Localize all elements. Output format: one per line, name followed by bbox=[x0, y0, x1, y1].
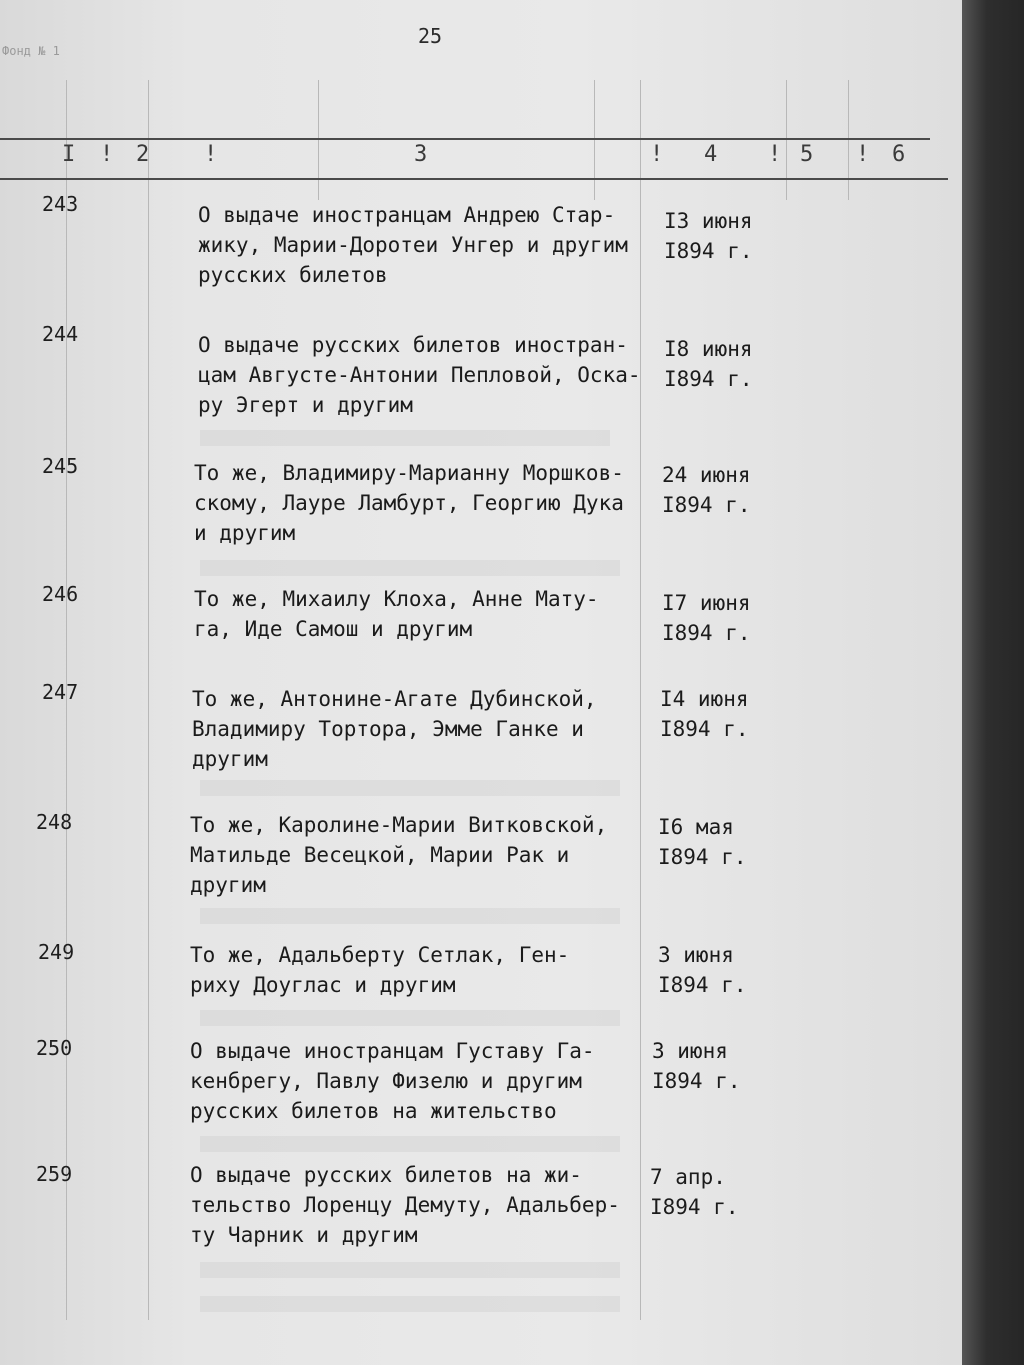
column-guide bbox=[786, 80, 787, 200]
bleed-through-mark bbox=[200, 908, 620, 924]
entry-description: То же, Адальберту Сетлак, Ген- риху Доуглас и другим bbox=[190, 943, 570, 997]
column-guide bbox=[318, 80, 319, 200]
column-guide bbox=[148, 80, 149, 1320]
scanner-background-edge bbox=[962, 0, 1024, 1365]
column-separator: ! bbox=[204, 142, 218, 167]
column-guide bbox=[594, 80, 595, 200]
column-separator: ! bbox=[856, 142, 870, 167]
entry-date: 3 июня I894 г. bbox=[652, 1039, 741, 1093]
entry-date: 3 июня I894 г. bbox=[658, 943, 747, 997]
bleed-through-mark bbox=[200, 1010, 620, 1026]
column-separator: ! bbox=[650, 142, 664, 167]
column-guide bbox=[848, 80, 849, 200]
entry-number: 249 bbox=[38, 940, 75, 964]
column-number: 4 bbox=[704, 142, 718, 167]
page-number: 25 bbox=[418, 24, 443, 48]
column-separator: ! bbox=[100, 142, 114, 167]
entry-description: О выдаче иностранцам Андрею Стар- жику, Марии-Доротеи Унгер и другим русских билетов bbox=[198, 203, 628, 287]
entry-description: То же, Владимиру-Марианну Моршков- скому, Лауре Ламбурт, Георгию Дука и другим bbox=[194, 461, 624, 545]
entry-number: 245 bbox=[42, 454, 79, 478]
entry-number: 243 bbox=[42, 192, 79, 216]
entry-date: I6 мая I894 г. bbox=[658, 815, 747, 869]
header-rule-bottom bbox=[0, 178, 948, 180]
column-number: 2 bbox=[136, 142, 150, 167]
entry-date: I7 июня I894 г. bbox=[662, 591, 751, 645]
header-rule-top bbox=[0, 138, 930, 140]
bleed-through-mark bbox=[200, 430, 610, 446]
column-number: 6 bbox=[892, 142, 906, 167]
entry-description: О выдаче иностранцам Густаву Га- кенбрегу, Павлу Физелю и другим русских билетов на жительство bbox=[190, 1039, 595, 1123]
entry-date: I4 июня I894 г. bbox=[660, 687, 749, 741]
entry-date: 7 апр. I894 г. bbox=[650, 1165, 739, 1219]
entry-description: То же, Михаилу Клоха, Анне Мату- га, Иде Самош и другим bbox=[194, 587, 599, 641]
entry-number: 247 bbox=[42, 680, 79, 704]
bleed-through-mark bbox=[200, 1262, 620, 1278]
entry-description: То же, Антонине-Агате Дубинской, Владимиру Тортора, Эмме Ганке и другим bbox=[192, 687, 597, 771]
entry-date: I3 июня I894 г. bbox=[664, 209, 753, 263]
margin-mark: Фонд № 1 bbox=[2, 44, 60, 58]
column-number: 3 bbox=[414, 142, 428, 167]
entry-number: 250 bbox=[36, 1036, 73, 1060]
bleed-through-mark bbox=[200, 780, 620, 796]
column-number: I bbox=[62, 142, 76, 167]
entry-description: То же, Каролине-Марии Витковской, Матильде Весецкой, Марии Рак и другим bbox=[190, 813, 608, 897]
entry-date: I8 июня I894 г. bbox=[664, 337, 753, 391]
entry-description: О выдаче русских билетов иностран- цам Августе-Антонии Пепловой, Оска- ру Эгерт и другим bbox=[198, 333, 641, 417]
bleed-through-mark bbox=[200, 1136, 620, 1152]
entry-number: 246 bbox=[42, 582, 79, 606]
entry-description: О выдаче русских билетов на жи- тельство Лоренцу Демуту, Адальбер- ту Чарник и другим bbox=[190, 1163, 620, 1247]
entry-number: 259 bbox=[36, 1162, 73, 1186]
entry-number: 244 bbox=[42, 322, 79, 346]
column-separator: ! bbox=[768, 142, 782, 167]
entry-number: 248 bbox=[36, 810, 73, 834]
column-number: 5 bbox=[800, 142, 814, 167]
entry-date: 24 июня I894 г. bbox=[662, 463, 751, 517]
bleed-through-mark bbox=[200, 560, 620, 576]
bleed-through-mark bbox=[200, 1296, 620, 1312]
